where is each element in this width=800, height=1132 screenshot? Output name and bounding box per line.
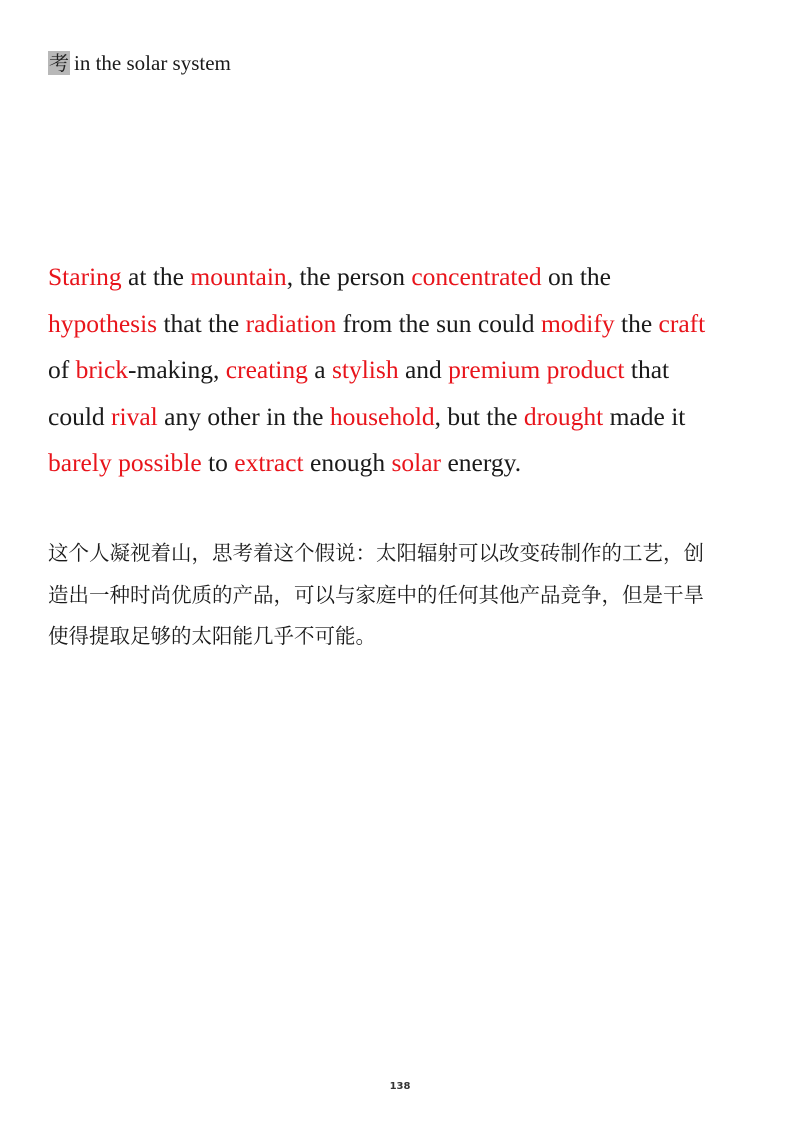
- english-line: [48, 347, 768, 394]
- english-line: [48, 301, 768, 348]
- page-number: 138: [389, 1081, 411, 1092]
- vocabulary-word: radiation: [245, 308, 337, 338]
- plain-text: could: [48, 401, 112, 431]
- english-line: [48, 254, 768, 301]
- vocabulary-word: solar: [391, 448, 442, 477]
- english-line: [48, 394, 768, 441]
- vocabulary-word: stylish: [331, 355, 399, 384]
- vocabulary-word: hypothesis: [48, 308, 158, 338]
- vocabulary-word: craft: [658, 308, 706, 338]
- vocabulary-word: household: [329, 401, 435, 431]
- plain-text: on the: [541, 262, 611, 291]
- chinese-paragraph: [48, 533, 758, 658]
- vocabulary-word: modify: [540, 308, 615, 338]
- vocabulary-word: premium: [448, 355, 541, 384]
- plain-text: , the person: [286, 262, 412, 291]
- vocabulary-word: creating: [225, 355, 308, 384]
- plain-text: of: [48, 355, 76, 384]
- plain-text: energy.: [441, 448, 522, 477]
- highlighted-character: 考: [49, 51, 69, 75]
- vocabulary-word: barely: [48, 448, 112, 477]
- plain-text: at the: [121, 262, 191, 291]
- plain-text: the: [614, 308, 659, 338]
- plain-text: that: [624, 355, 670, 384]
- plain-text: and: [398, 355, 449, 384]
- plain-text: enough: [303, 448, 392, 477]
- chinese-line: 使得提取足够的太阳能几乎不可能。: [48, 624, 376, 648]
- plain-text: from the sun could: [336, 308, 541, 338]
- vocabulary-word: rival: [111, 401, 158, 431]
- vocabulary-word: Staring: [48, 262, 122, 291]
- plain-text: any other in the: [157, 401, 330, 431]
- vocabulary-word: possible: [118, 448, 202, 477]
- vocabulary-word: extract: [234, 448, 304, 477]
- vocabulary-word: mountain: [190, 262, 287, 291]
- plain-text: , but the: [434, 401, 524, 431]
- vocabulary-word: drought: [523, 401, 604, 431]
- english-paragraph: [48, 254, 768, 487]
- header-text: in the solar system: [74, 51, 231, 75]
- page-header: [48, 48, 231, 78]
- english-line: [48, 440, 768, 487]
- vocabulary-word: concentrated: [411, 262, 542, 291]
- vocabulary-word: product: [546, 355, 625, 384]
- plain-text: made it: [603, 401, 686, 431]
- chinese-line: 这个人凝视着山，思考着这个假说：太阳辐射可以改变砖制作的工艺，创: [48, 541, 704, 565]
- vocabulary-word: brick: [75, 355, 129, 384]
- plain-text: to: [201, 448, 235, 477]
- plain-text: that the: [157, 308, 246, 338]
- chinese-line: 造出一种时尚优质的产品，可以与家庭中的任何其他产品竞争，但是干旱: [48, 582, 704, 607]
- plain-text: a: [307, 355, 332, 384]
- plain-text: -making,: [128, 355, 226, 384]
